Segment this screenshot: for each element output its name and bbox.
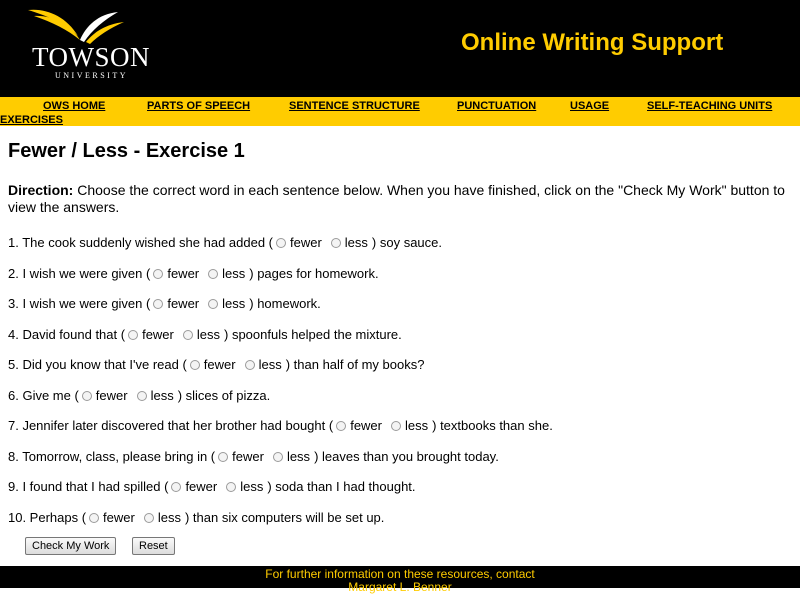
less-label: less <box>258 357 282 372</box>
less-label: less <box>240 479 264 494</box>
fewer-radio[interactable] <box>89 513 99 523</box>
fewer-radio[interactable] <box>218 452 228 462</box>
less-label: less <box>222 266 246 281</box>
fewer-label: fewer <box>290 235 322 250</box>
less-label: less <box>344 235 368 250</box>
question-row <box>8 479 416 494</box>
question-ending: ) soy sauce. <box>371 235 443 250</box>
question-text: 2. I wish we were given ( <box>8 266 151 281</box>
less-radio[interactable] <box>208 269 218 279</box>
fewer-label: fewer <box>167 266 200 281</box>
question-text: 1. The cook suddenly wished she had added ( <box>8 235 273 250</box>
fewer-label: fewer <box>185 479 218 494</box>
question-ending: ) than six computers will be set up. <box>184 510 385 525</box>
fewer-label: fewer <box>142 327 174 342</box>
question-row <box>8 266 379 281</box>
question-ending: ) homework. <box>249 296 321 311</box>
nav-exercises[interactable]: EXERCISES <box>0 114 63 126</box>
question-ending: ) leaves than you brought today. <box>314 449 499 464</box>
nav-ows-home[interactable]: OWS HOME <box>43 100 106 112</box>
less-label: less <box>405 418 429 433</box>
question-row <box>8 418 553 433</box>
site-header <box>0 0 800 97</box>
direction-text <box>8 182 793 216</box>
less-radio[interactable] <box>273 452 283 462</box>
less-radio[interactable] <box>391 421 401 431</box>
check-my-work-button[interactable]: Check My Work <box>25 537 116 555</box>
footer-line-1: For further information on these resources, contact <box>265 567 535 581</box>
fewer-radio[interactable] <box>190 360 200 370</box>
question-text: 10. Perhaps ( <box>8 510 87 525</box>
nav-bar <box>0 97 800 126</box>
question-row <box>8 296 321 311</box>
less-label: less <box>222 296 246 311</box>
question-ending: ) soda than I had thought. <box>267 479 416 494</box>
question-text: 3. I wish we were given ( <box>8 296 151 311</box>
question-text: 8. Tomorrow, class, please bring in ( <box>8 449 216 464</box>
fewer-label: fewer <box>103 510 135 525</box>
less-radio[interactable] <box>137 391 147 401</box>
question-row <box>8 327 402 342</box>
fewer-radio[interactable] <box>171 482 181 492</box>
fewer-radio[interactable] <box>336 421 346 431</box>
less-label: less <box>150 388 174 403</box>
nav-sentence-structure[interactable]: SENTENCE STRUCTURE <box>289 100 420 112</box>
question-row <box>8 388 270 403</box>
less-radio[interactable] <box>331 238 341 248</box>
question-text: 4. David found that ( <box>8 327 126 342</box>
fewer-radio[interactable] <box>128 330 138 340</box>
footer <box>0 566 800 594</box>
fewer-radio[interactable] <box>153 269 163 279</box>
flame-icon <box>26 6 146 46</box>
direction-label: Direction: <box>8 182 74 198</box>
footer-contact-link[interactable]: Margaret L. Benner <box>348 580 452 594</box>
nav-parts-of-speech[interactable]: PARTS OF SPEECH <box>147 100 251 112</box>
fewer-label: fewer <box>350 418 382 433</box>
logo-wordmark: TOWSON <box>32 42 151 72</box>
question-row <box>8 357 424 372</box>
question-ending: ) pages for homework. <box>249 266 379 281</box>
reset-button[interactable]: Reset <box>132 537 175 555</box>
fewer-radio[interactable] <box>276 238 286 248</box>
logo-subtitle: UNIVERSITY <box>55 71 128 80</box>
towson-logo[interactable] <box>26 6 151 82</box>
question-row <box>8 449 499 464</box>
question-row <box>8 510 384 525</box>
nav-self-teaching-units[interactable]: SELF-TEACHING UNITS <box>647 100 773 112</box>
less-radio[interactable] <box>245 360 255 370</box>
fewer-label: fewer <box>95 388 128 403</box>
question-ending: ) than half of my books? <box>285 357 425 372</box>
question-row <box>8 235 442 250</box>
less-radio[interactable] <box>208 299 218 309</box>
fewer-radio[interactable] <box>82 391 92 401</box>
less-label: less <box>157 510 181 525</box>
less-radio[interactable] <box>144 513 154 523</box>
site-title: Online Writing Support <box>461 29 724 56</box>
question-text: 7. Jennifer later discovered that her brother had bought ( <box>8 418 334 433</box>
nav-punctuation[interactable]: PUNCTUATION <box>457 100 537 112</box>
question-text: 6. Give me ( <box>8 388 79 403</box>
less-label: less <box>196 327 220 342</box>
nav-usage[interactable]: USAGE <box>570 100 610 112</box>
question-text: 5. Did you know that I've read ( <box>8 357 187 372</box>
fewer-radio[interactable] <box>153 299 163 309</box>
question-ending: ) textbooks than she. <box>432 418 553 433</box>
fewer-label: fewer <box>203 357 236 372</box>
less-radio[interactable] <box>183 330 193 340</box>
question-text: 9. I found that I had spilled ( <box>8 479 169 494</box>
question-ending: ) spoonfuls helped the mixture. <box>224 327 402 342</box>
question-ending: ) slices of pizza. <box>177 388 271 403</box>
less-label: less <box>286 449 311 464</box>
fewer-label: fewer <box>232 449 264 464</box>
fewer-label: fewer <box>167 296 200 311</box>
less-radio[interactable] <box>226 482 236 492</box>
direction-body: Choose the correct word in each sentence below. When you have finished, click on the "Check My Work" button to view the answers. <box>8 182 785 215</box>
page-title: Fewer / Less - Exercise 1 <box>8 140 245 162</box>
